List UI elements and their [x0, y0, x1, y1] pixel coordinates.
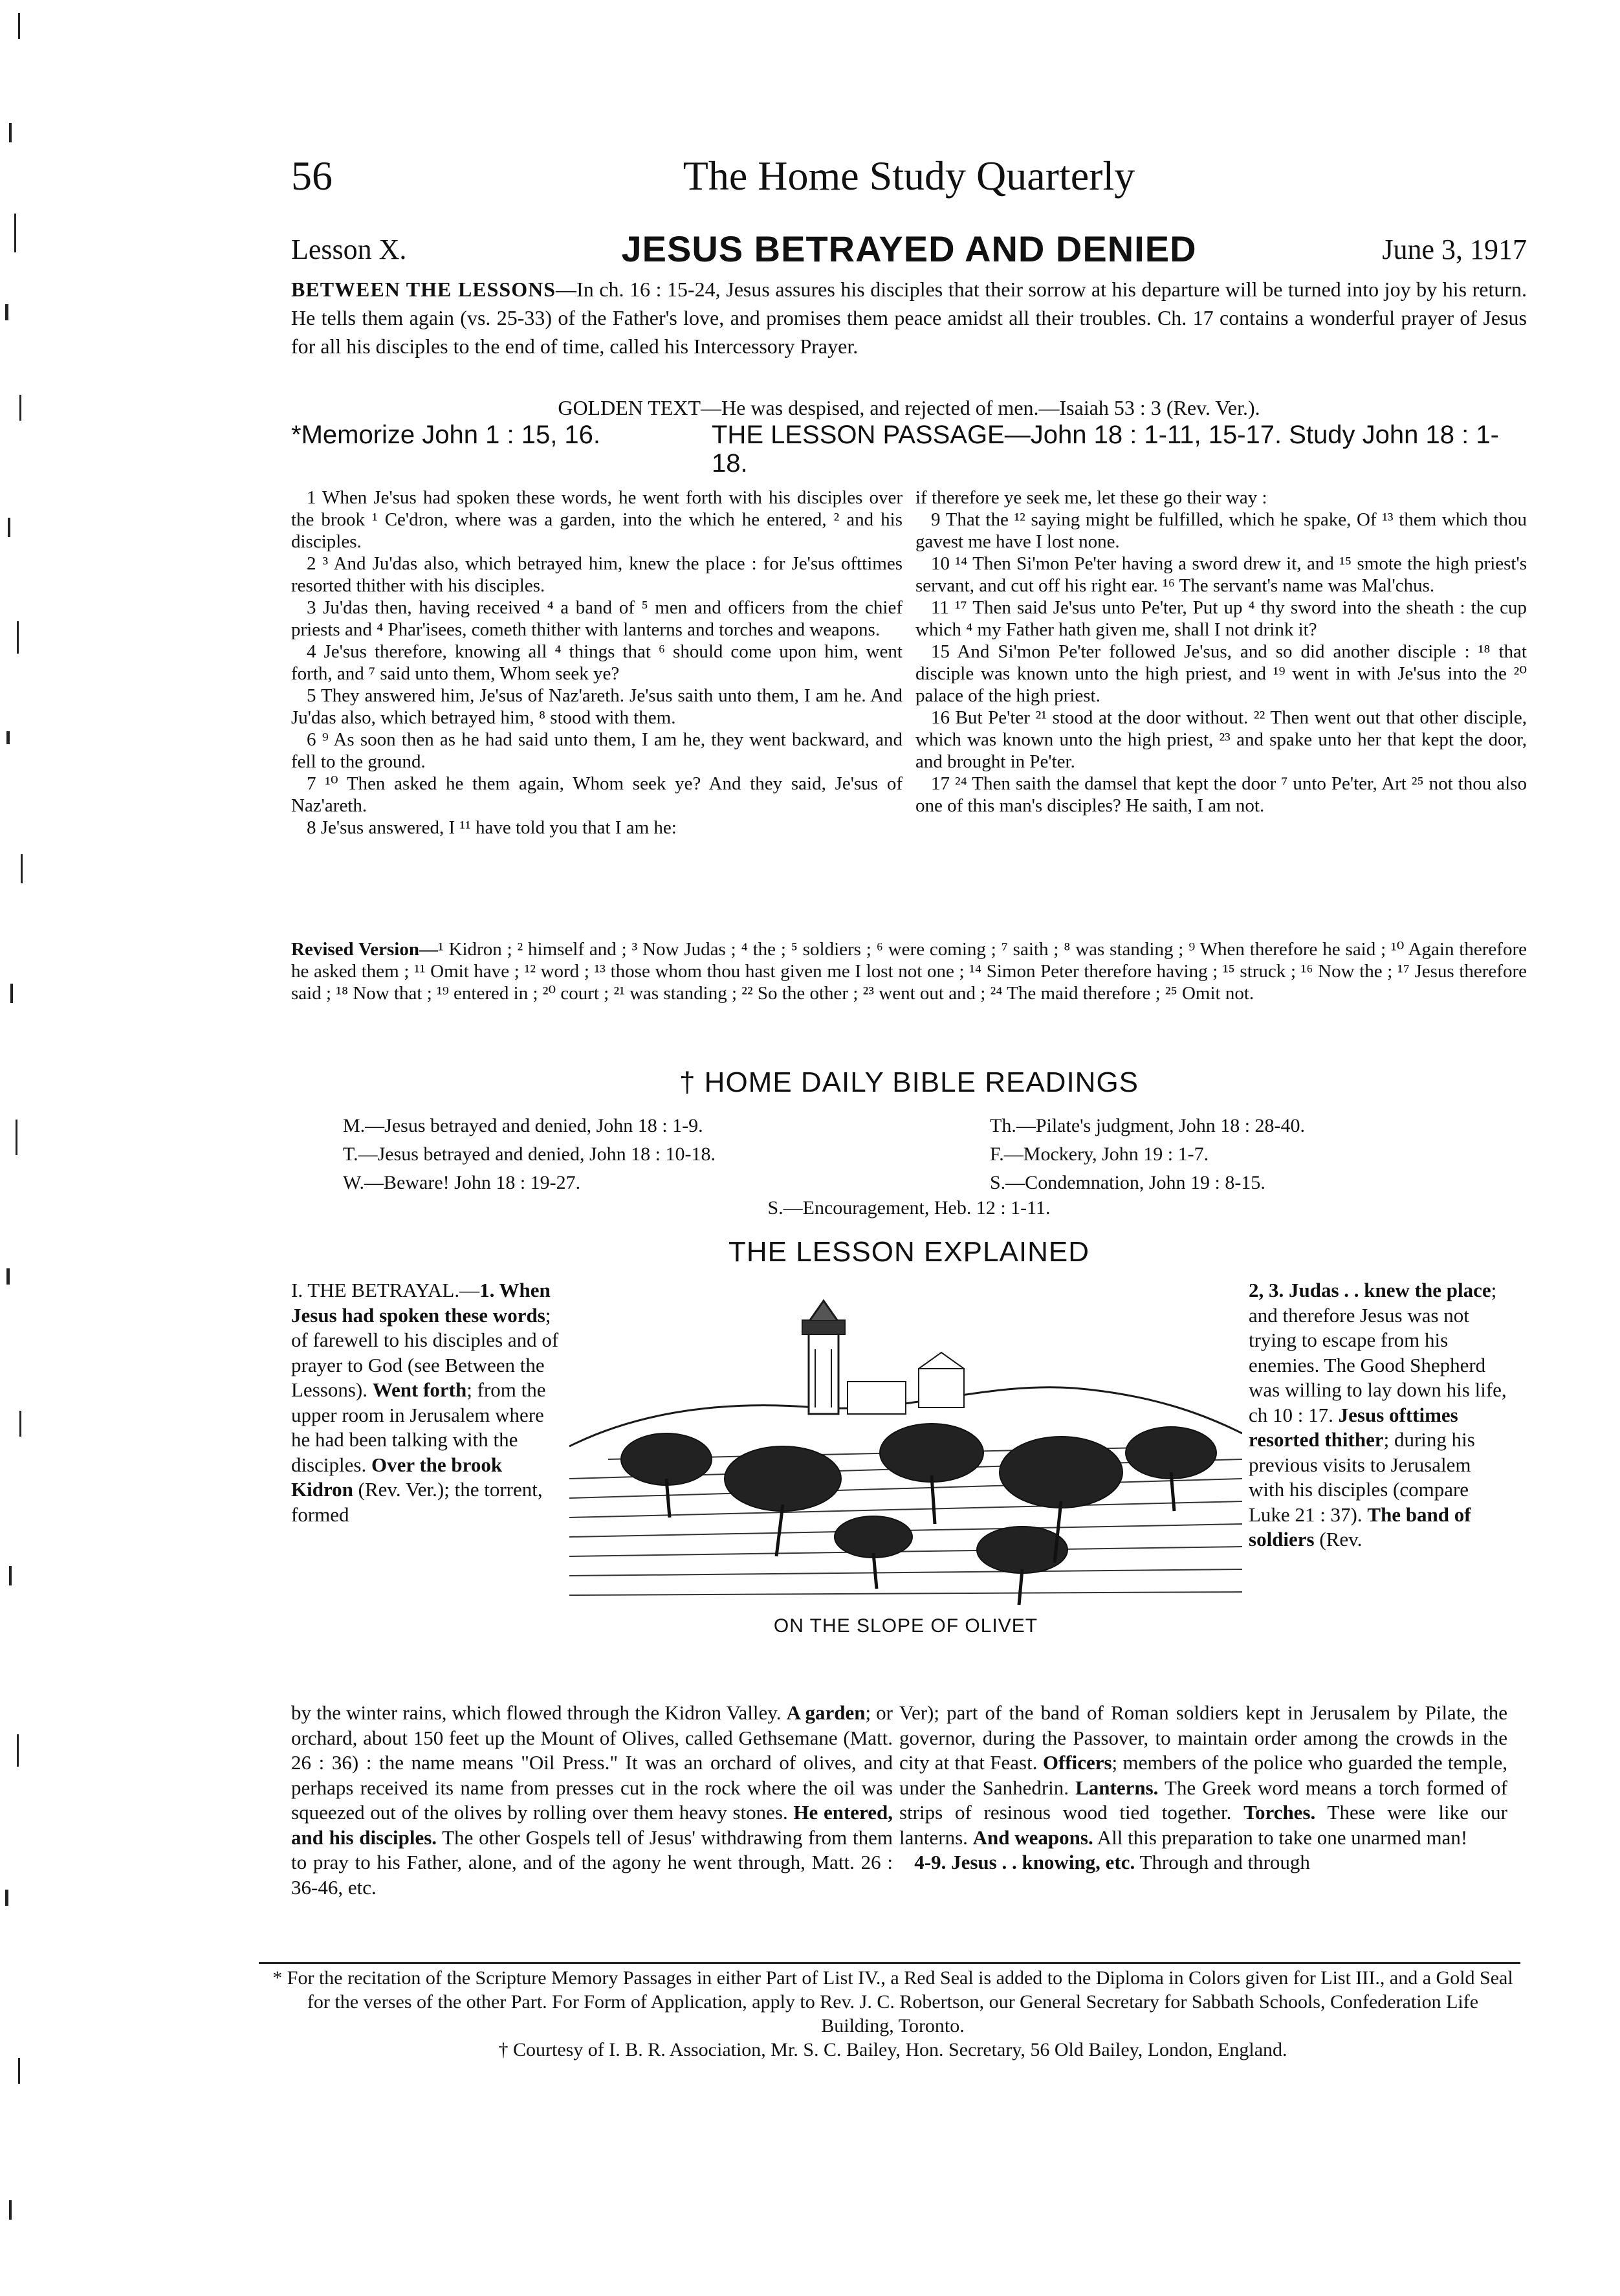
explanation-text: Ver); part of the band of Roman soldiers kept in Jerusalem by Pilate, the governor, during the Passover, to maintain order among the crowds in the city at that Feast. [899, 1701, 1507, 1774]
reading-item: M.—Jesus betrayed and denied, John 18 : 1-9. [343, 1115, 703, 1136]
verse: 10 ¹⁴ Then Si'mon Pe'ter having a sword drew it, and ¹⁵ smote the high priest's servant, and cut off his right ear. ¹⁶ The servant's name was Mal'chus. [915, 553, 1527, 596]
passage-right-column [915, 487, 1527, 817]
verse: 1 When Je'sus had spoken these words, he went forth with his disciples over the brook ¹ Ce'dron, where was a garden, into the which he entered, ² and his disciples. [291, 487, 903, 552]
lesson-number: Lesson X. [291, 234, 407, 265]
term: Officers [1042, 1751, 1112, 1774]
lesson-passage-title: THE LESSON PASSAGE—John 18 : 1-11, 15-17. Study John 18 : 1-18. [712, 421, 1499, 478]
explanation-text: ; and therefore Jesus was not trying to escape from his enemies. The Good Shepherd was willing to lay down his life, ch 10 : 17. [1249, 1279, 1507, 1426]
lesson-title: JESUS BETRAYED AND DENIED [621, 228, 1197, 269]
between-label: BETWEEN THE LESSONS [291, 278, 556, 301]
explanation-text: by the winter rains, which flowed through the Kidron Valley. [291, 1701, 782, 1724]
term: He entered, and his disciples. [291, 1801, 893, 1849]
explanation-text: ; members of the police who guarded the temple, under the Sanhedrin. [899, 1751, 1508, 1799]
term: Over the brook Kidron [291, 1453, 503, 1501]
lesson-date: June 3, 1917 [1382, 234, 1527, 265]
verse: 6 ⁹ As soon then as he had said unto them, I am he, they went backward, and fell to the ground. [291, 729, 903, 772]
memorize-ref: *Memorize John 1 : 15, 16. [291, 421, 601, 449]
explained-title: THE LESSON EXPLAINED [728, 1236, 1089, 1268]
between-text: —In ch. 16 : 15-24, Jesus assures his disciples that their sorrow at his departure will be turned into joy by his return. He tells them again (vs. 25-33) of the Father's love, and promises them peace amidst all their troubles. Ch. 17 contains a wonderful prayer of Jesus for all his disciples to the end of time, called his Intercessory Prayer. [291, 278, 1527, 358]
verse: 4 Je'sus therefore, knowing all ⁴ things that ⁶ should come upon him, went forth, and ⁷ said unto them, Whom seek ye? [291, 641, 903, 684]
memorize-line [291, 421, 1527, 478]
section-heading: I. THE BETRAYAL.— [291, 1279, 480, 1301]
term: And weapons. [972, 1826, 1093, 1849]
explanation-right-column [1249, 1278, 1507, 1552]
explanation-text: ; from the upper room in Jerusalem where he had been talking with the disciples. [291, 1378, 546, 1476]
explanation-text: These were like our lanterns. [899, 1801, 1507, 1849]
verse-reference: 1. When Jesus had spoken these words [291, 1279, 551, 1327]
verse: 2 ³ And Ju'das also, which betrayed him, knew the place : for Je'sus ofttimes resorted thither with his disciples. [291, 553, 903, 596]
verse-reference: 4-9. Jesus . . knowing, etc. [914, 1851, 1135, 1873]
explanation-text: ; or orchard, about 150 feet up the Mount of Olives, called Gethsemane (Matt. 26 : 36) : the name means "Oil Press." It was an orchard of olives, and perhaps received its name from presses cut in the rock where the oil was squeezed out of the olives by rolling over them heavy stones. [291, 1701, 893, 1824]
explanation-text: (Rev. Ver.); the torrent, formed [291, 1478, 543, 1526]
reading-item: S.—Condemnation, John 19 : 8-15. [990, 1172, 1265, 1193]
term: Torches. [1243, 1801, 1316, 1824]
term: Lanterns. [1075, 1776, 1159, 1799]
illustration-caption: ON THE SLOPE OF OLIVET [773, 1615, 1038, 1637]
running-title: The Home Study Quarterly [683, 153, 1135, 199]
explanation-text: The Greek word means a torch formed of strips of resinous wood tied together. [899, 1776, 1507, 1824]
term: The band of soldiers [1249, 1503, 1471, 1551]
revised-version-notes [291, 938, 1527, 1004]
readings-column-1 [343, 1112, 912, 1197]
lesson-heading [291, 228, 1527, 273]
explanation-text: ; of farewell to his disciples and of prayer to God (see Between the Lessons). [291, 1303, 559, 1401]
explanation-bottom-right [899, 1701, 1507, 1875]
verse: 9 That the ¹² saying might be fulfilled, which he spake, Of ¹³ them which thou gavest me have I lost none. [915, 509, 1527, 552]
footnote-star: * For the recitation of the Scripture Memory Passages in either Part of List IV., a Red Seal is added to the Diploma in Colors given for List III., and a Gold Seal for the verses of the other Part. For Form of Application, apply to Rev. J. C. Robertson, our General Secretary for Sabbath Schools, Confederation Life Building, Toronto. [272, 1967, 1513, 2037]
term: Went forth [372, 1378, 467, 1401]
reading-item: Th.—Pilate's judgment, John 18 : 28-40. [990, 1115, 1306, 1136]
term: Jesus ofttimes resorted thither [1249, 1403, 1458, 1451]
reading-item: F.—Mockery, John 19 : 1-7. [990, 1143, 1209, 1165]
page-header [291, 146, 1527, 217]
verse: 15 And Si'mon Pe'ter followed Je'sus, and so did another disciple : ¹⁸ that disciple was known unto the high priest, and ¹⁹ went in with Je'sus into the ²⁰ palace of the high priest. [915, 641, 1527, 706]
verse: 3 Ju'das then, having received ⁴ a band of ⁵ men and officers from the chief priests and ⁴ Phar'isees, cometh thither with lanterns and torches and weapons. [291, 597, 903, 640]
passage-left-column [291, 487, 903, 839]
verse: 7 ¹⁰ Then asked he them again, Whom seek ye? And they said, Je'sus of Naz'areth. [291, 773, 903, 816]
footnote-dagger: † Courtesy of I. B. R. Association, Mr. S. C. Bailey, Hon. Secretary, 56 Old Bailey, London, England. [498, 2039, 1287, 2060]
golden-text: GOLDEN TEXT—He was despised, and rejected of men.—Isaiah 53 : 3 (Rev. Ver.). [558, 396, 1260, 419]
explanation-bottom-left [291, 1701, 893, 1900]
term: A garden [786, 1701, 866, 1724]
verse: 11 ¹⁷ Then said Je'sus unto Pe'ter, Put up ⁴ thy sword into the sheath : the cup which ⁴ my Father hath given me, shall I not drink it? [915, 597, 1527, 640]
verse: if therefore ye seek me, let these go their way : [915, 487, 1267, 508]
verse-reference: 2, 3. Judas . . knew the place [1249, 1279, 1491, 1301]
explanation-text: The other Gospels tell of Jesus' withdrawing from them to pray to his Father, alone, and of the agony he went through, Matt. 26 : 36-46, etc. [291, 1826, 893, 1899]
verse: 16 But Pe'ter ²¹ stood at the door without. ²² Then went out that other disciple, which was known unto the high priest, ²³ and spake unto her that kept the door, and brought in Pe'ter. [915, 707, 1527, 772]
footnotes [272, 1966, 1514, 2062]
explanation-text: (Rev. [1319, 1528, 1363, 1551]
reading-item: T.—Jesus betrayed and denied, John 18 : 10-18. [343, 1143, 716, 1165]
reading-item-sabbath: S.—Encouragement, Heb. 12 : 1-11. [767, 1197, 1051, 1219]
verse: 5 They answered him, Je'sus of Naz'areth. Je'sus saith unto them, I am he. And Ju'das also, which betrayed him, ⁸ stood with them. [291, 685, 903, 728]
footnote-divider [259, 1962, 1520, 1964]
verse: 8 Je'sus answered, I ¹¹ have told you that I am he: [307, 817, 677, 838]
revised-text: ¹ Kidron ; ² himself and ; ³ Now Judas ; ⁴ the ; ⁵ soldiers ; ⁶ were coming ; ⁷ saith ; ⁸ was standing ; ⁹ When therefore he said ; ¹⁰ Again therefore he asked them ; ¹¹ Omit have ; ¹² word ; ¹³ those whom thou hast given me I lost not one ; ¹⁴ Simon Peter therefore having ; ¹⁵ struck ; ¹⁶ Now the ; ¹⁷ Jesus therefore said ; ¹⁸ Now that ; ¹⁹ entered in ; ²⁰ court ; ²¹ was standing ; ²² So the other ; ²³ went out and ; ²⁴ The maid therefore ; ²⁵ Omit not. [291, 939, 1527, 1004]
revised-label: Revised Version— [291, 939, 438, 960]
explanation-text: Through and through [1139, 1851, 1310, 1873]
readings-column-2 [990, 1112, 1559, 1197]
olivet-illustration [569, 1285, 1242, 1621]
readings-title: † HOME DAILY BIBLE READINGS [679, 1066, 1139, 1098]
verse: 17 ²⁴ Then saith the damsel that kept the door ⁷ unto Pe'ter, Art ²⁵ not thou also one of this man's disciples? He saith, I am not. [915, 773, 1527, 816]
explanation-left-column [291, 1278, 563, 1527]
explanation-text: All this preparation to take one unarmed man! [1097, 1826, 1468, 1849]
between-the-lessons [291, 275, 1527, 360]
explanation-text: ; during his previous visits to Jerusalem with his disciples (compare Luke 21 : 37). [1249, 1428, 1475, 1526]
reading-item: W.—Beware! John 18 : 19-27. [343, 1172, 581, 1193]
page-number: 56 [291, 153, 333, 199]
